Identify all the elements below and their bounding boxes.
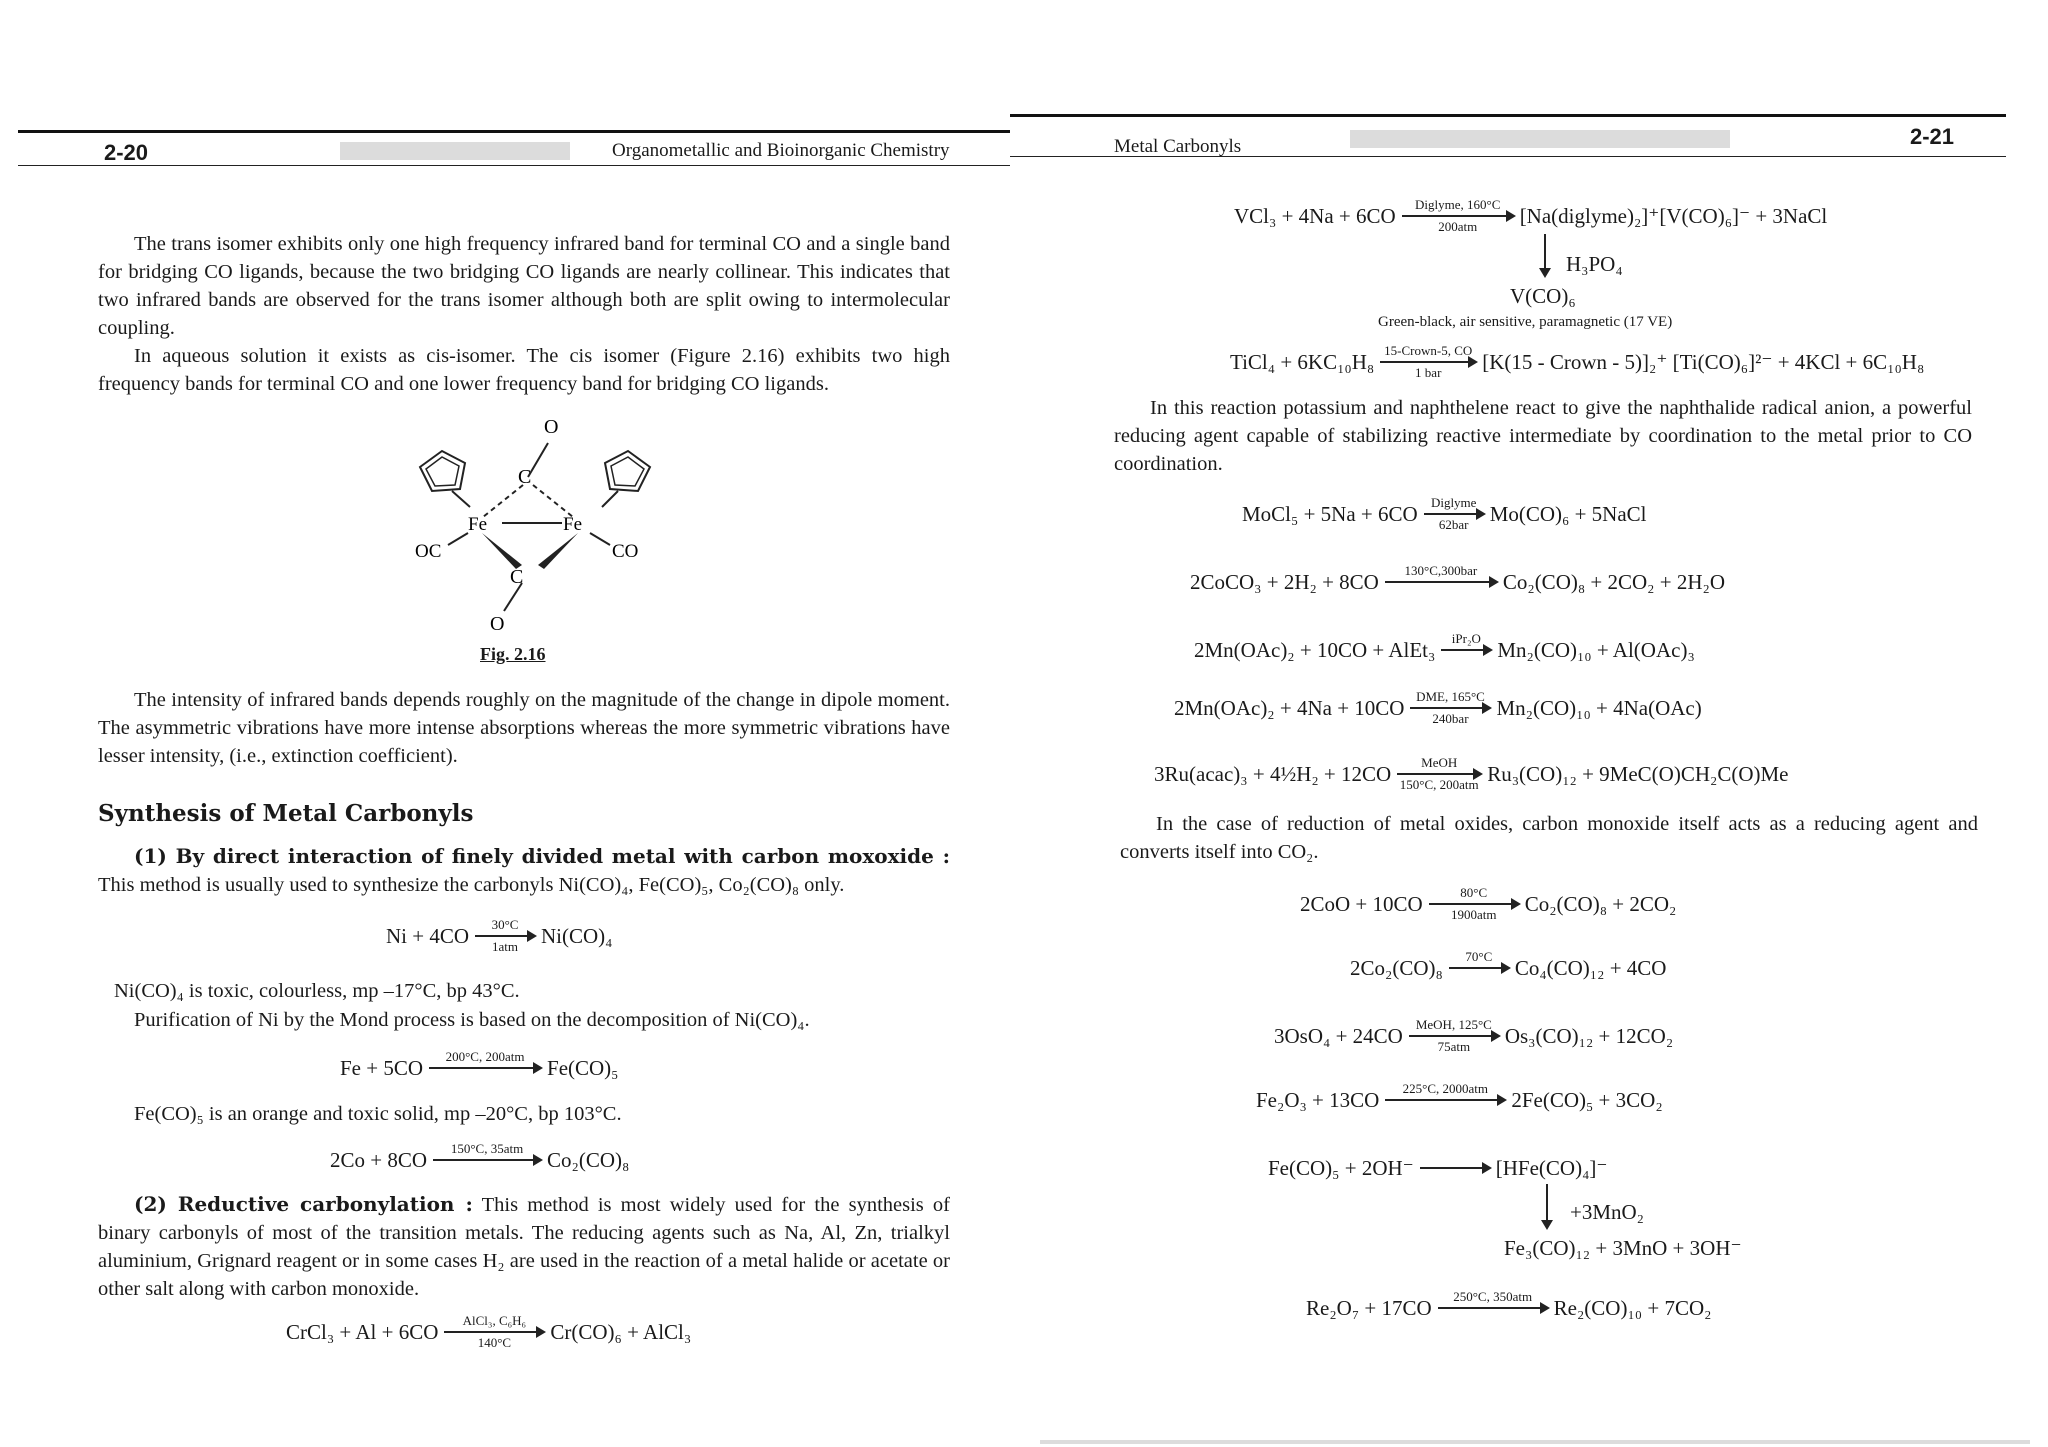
- eq-rhs: [HFe(CO)₄]⁻: [1495, 1155, 1608, 1180]
- bond-cp-fe-left: [452, 491, 470, 507]
- atom-label: CO: [612, 541, 639, 562]
- eq-lhs: 2CoO + 10CO: [1300, 891, 1423, 916]
- eq-lhs: VCl₃ + 4Na + 6CO: [1234, 203, 1396, 228]
- arrow-condition-top: MeOH, 125°C: [1415, 1017, 1492, 1032]
- bond-c-fe-top-left: [483, 485, 523, 517]
- reaction-arrow: [1380, 344, 1476, 380]
- method-2-title: (2) Reductive carbonylation :: [134, 1192, 473, 1216]
- paragraph-trans-isomer: [98, 230, 950, 342]
- eq-rhs: 2Fe(CO)₅ + 3CO₂: [1511, 1087, 1663, 1112]
- reaction-arrow: [1438, 1290, 1548, 1326]
- bond-c-fe-top-right: [533, 485, 573, 517]
- reaction-arrow: [1409, 1018, 1499, 1054]
- eq-lhs: Fe + 5CO: [340, 1055, 424, 1080]
- right-page: [1010, 0, 2048, 1447]
- paragraph-potassium: [1114, 394, 1972, 478]
- oh-reagent: +3MnO₂: [1570, 1200, 1645, 1224]
- eq-rhs: Mo(CO)₆ + 5NaCl: [1489, 501, 1647, 526]
- arrow-condition-top: 70°C: [1465, 949, 1493, 964]
- equation-cr: [286, 1314, 691, 1350]
- para-text: The trans isomer exhibits only one high frequency infrared band for terminal CO and a single band for bridging CO ligands, because the two bridging CO ligands are nearly collinear. This indicates that two infrared bands are observed for the trans isomer although both are split owing to intermolecular coupling.: [98, 233, 950, 339]
- running-title: Metal Carbonyls: [1114, 136, 1242, 157]
- arrow-condition-top: 130°C,300bar: [1404, 563, 1478, 578]
- reaction-arrow: [1449, 950, 1509, 986]
- eq-rhs: Mn₂(CO)₁₀ + 4Na(OAc): [1496, 695, 1702, 720]
- eq-lhs: 2Co + 8CO: [330, 1147, 428, 1172]
- arrow-shaft: [1410, 707, 1490, 709]
- arrow-shaft: [1420, 1167, 1490, 1169]
- eq-rhs: Os₃(CO)₁₂ + 12CO₂: [1504, 1023, 1674, 1048]
- v-note: Green-black, air sensitive, paramagnetic (17 VE): [1378, 314, 1673, 330]
- fig-2-16-structure: [390, 405, 700, 635]
- atom-label: Fe: [468, 514, 487, 535]
- eq-lhs: CrCl₃ + Al + 6CO: [286, 1319, 439, 1344]
- reaction-arrow: [1420, 1150, 1490, 1186]
- atom-label: O: [490, 613, 505, 635]
- header-rule-top: [1010, 114, 2006, 117]
- arrow-condition-top: 200°C, 200atm: [445, 1049, 525, 1064]
- arrow-condition-top: 30°C: [491, 917, 519, 932]
- fe-note: [134, 1100, 950, 1128]
- atom-label: OC: [415, 541, 442, 562]
- eq-lhs: Ni + 4CO: [386, 923, 470, 948]
- arrow-shaft: [1429, 903, 1519, 905]
- eq-lhs: Re₂O₇ + 17CO: [1306, 1295, 1432, 1320]
- arrow-condition-bottom: 1 bar: [1415, 365, 1442, 380]
- eq-lhs: 2CoCO₃ + 2H₂ + 8CO: [1190, 569, 1379, 594]
- header-rule-top: [18, 130, 1010, 133]
- arrow-shaft: [444, 1331, 544, 1333]
- equation-v: [1234, 198, 1827, 234]
- para-text: In aqueous solution it exists as cis-isomer. The cis isomer (Figure 2.16) exhibits two high frequency bands for terminal CO and one lower frequency band for bridging CO ligands.: [98, 345, 950, 395]
- equation-ti: [1230, 344, 1924, 380]
- arrow-shaft: [1449, 967, 1509, 969]
- arrow-condition-top: 15-Crown-5, CO: [1384, 343, 1473, 358]
- equation-hfe: [1268, 1150, 1607, 1186]
- reaction-arrow: [1385, 564, 1497, 600]
- eq-rhs: Cr(CO)₆ + AlCl₃: [550, 1319, 692, 1344]
- eq-rhs: Co₂(CO)₈ + 2CO₂: [1524, 891, 1677, 916]
- oh-product: Fe₃(CO)₁₂ + 3MnO + 3OH⁻: [1504, 1236, 1742, 1260]
- arrow-condition-top: 225°C, 2000atm: [1402, 1081, 1489, 1096]
- para-text: In this reaction potassium and naphthelene react to give the naphthalide radical anion, a powerful reducing agent capable of stabilizing reactive intermediate by coordination to the metal prior to CO coordination.: [1114, 397, 1972, 475]
- reaction-arrow: [433, 1142, 541, 1178]
- reaction-arrow: [475, 918, 535, 954]
- arrow-shaft: [1424, 513, 1484, 515]
- reaction-arrow: [1441, 632, 1491, 668]
- reaction-arrow: [1397, 756, 1481, 792]
- arrow-condition-top: 250°C, 350atm: [1453, 1289, 1533, 1304]
- arrow-shaft: [1438, 1307, 1548, 1309]
- down-arrow: [1544, 234, 1546, 270]
- equation-re: [1306, 1290, 1711, 1326]
- arrow-condition-bottom: 1atm: [492, 939, 519, 954]
- mond-note: [134, 1006, 950, 1034]
- arrow-condition-bottom: 62bar: [1438, 517, 1469, 532]
- reaction-arrow: [429, 1050, 541, 1086]
- equation-mo: [1242, 496, 1647, 532]
- arrow-shaft: [1385, 1099, 1505, 1101]
- page-number: 2-20: [104, 140, 149, 165]
- eq-rhs: Fe(CO)₅: [547, 1055, 619, 1080]
- bond-cp-fe-right: [602, 491, 618, 507]
- cp-ring-right-inner: [611, 457, 644, 486]
- reaction-arrow: [444, 1314, 544, 1350]
- eq-lhs: 2Mn(OAc)₂ + 4Na + 10CO: [1174, 695, 1405, 720]
- eq-lhs: Fe(CO)₅ + 2OH⁻: [1268, 1155, 1414, 1180]
- running-title: Organometallic and Bioinorganic Chemistry: [612, 140, 950, 161]
- arrow-shaft: [433, 1159, 541, 1161]
- eq-lhs: TiCl₄ + 6KC₁₀H₈: [1230, 349, 1375, 374]
- arrow-condition-bottom: 140°C: [477, 1335, 512, 1350]
- scan-noise: [1040, 1440, 2030, 1444]
- paragraph-method-2: [98, 1190, 950, 1303]
- arrow-condition-bottom: 240bar: [1432, 711, 1469, 726]
- equation-os: [1274, 1018, 1673, 1054]
- paragraph-metal-oxides: [1120, 810, 1978, 866]
- arrow-condition-bottom: 75atm: [1437, 1039, 1471, 1054]
- eq-lhs: 2Co₂(CO)₈: [1350, 955, 1443, 980]
- eq-lhs: Fe₂O₃ + 13CO: [1256, 1087, 1380, 1112]
- equation-co: [330, 1142, 629, 1178]
- equation-ru: [1154, 756, 1788, 792]
- note-text: Purification of Ni by the Mond process is based on the decomposition of Ni(CO)₄.: [134, 1009, 810, 1031]
- ni-note: [114, 977, 950, 1005]
- wedge-bond-right: [538, 533, 578, 569]
- note-text: Fe(CO)₅ is an orange and toxic solid, mp –20°C, bp 103°C.: [134, 1103, 622, 1125]
- atom-label: C: [518, 466, 532, 488]
- arrow-condition-bottom: 200atm: [1438, 219, 1478, 234]
- eq-rhs: Co₄(CO)₁₂ + 4CO: [1514, 955, 1667, 980]
- paragraph-method-1: [98, 842, 950, 899]
- eq-lhs: MoCl₅ + 5Na + 6CO: [1242, 501, 1418, 526]
- arrow-shaft: [1380, 361, 1476, 363]
- eq-lhs: 3OsO₄ + 24CO: [1274, 1023, 1403, 1048]
- paragraph-intensity: [98, 686, 950, 770]
- arrow-condition-top: iPr₂O: [1451, 631, 1481, 646]
- arrow-condition-top: 80°C: [1460, 885, 1488, 900]
- equation-coco3: [1190, 564, 1725, 600]
- eq-rhs: Mn₂(CO)₁₀ + Al(OAc)₃: [1497, 637, 1695, 662]
- method-1-text: This method is usually used to synthesize the carbonyls Ni(CO)₄, Fe(CO)₅, Co₂(CO)₈ only.: [98, 874, 845, 896]
- header-rule-bottom: [18, 165, 1010, 166]
- eq-lhs: 3Ru(acac)₃ + 4½H₂ + 12CO: [1154, 761, 1392, 786]
- reaction-arrow: [1402, 198, 1514, 234]
- page-number: 2-21: [1910, 124, 1955, 149]
- equation-fe2o3: [1256, 1082, 1663, 1118]
- v-reagent: H₃PO₄: [1566, 252, 1623, 276]
- atom-label: Fe: [563, 514, 582, 535]
- paragraph-cis-isomer: [98, 342, 950, 398]
- reaction-arrow: [1424, 496, 1484, 532]
- reaction-arrow: [1429, 886, 1519, 922]
- para-text: The intensity of infrared bands depends roughly on the magnitude of the change in dipole moment. The asymmetric vibrations have more intense absorptions whereas the more symmetric vibrations have lesser intensity, (i.e., extinction coefficient).: [98, 689, 950, 767]
- scan-noise: [1350, 130, 1730, 148]
- arrow-condition-bottom: 150°C, 200atm: [1399, 777, 1479, 792]
- scan-noise: [340, 142, 570, 160]
- arrow-condition-top: Diglyme: [1430, 495, 1477, 510]
- cp-ring-left-inner: [426, 457, 459, 486]
- eq-rhs: [K(15 - Crown - 5)]₂⁺ [Ti(CO)₆]²⁻ + 4KCl + 6C₁₀H₈: [1482, 349, 1925, 374]
- eq-lhs: 2Mn(OAc)₂ + 10CO + AlEt₃: [1194, 637, 1436, 662]
- arrow-condition-top: MeOH: [1421, 755, 1458, 770]
- equation-ni: [386, 918, 613, 954]
- arrow-condition-top: AlCl₃, C₆H₆: [462, 1313, 527, 1328]
- para-text: In the case of reduction of metal oxides, carbon monoxide itself acts as a reducing agent and converts itself into CO₂.: [1120, 813, 1978, 863]
- arrow-shaft: [1402, 215, 1514, 217]
- arrow-condition-bottom: 1900atm: [1450, 907, 1497, 922]
- arrow-condition-top: Diglyme, 160°C: [1415, 197, 1501, 212]
- atom-label: C: [510, 566, 524, 588]
- equation-coo: [1300, 886, 1676, 922]
- v-product: V(CO)₆: [1510, 284, 1576, 308]
- eq-rhs: [Na(diglyme)₂]⁺[V(CO)₆]⁻ + 3NaCl: [1519, 203, 1828, 228]
- bond-fe-co-right: [590, 533, 610, 545]
- arrow-shaft: [1397, 773, 1481, 775]
- left-page: [0, 0, 1010, 1447]
- equation-co4: [1350, 950, 1666, 986]
- reaction-arrow: [1410, 690, 1490, 726]
- bond-fe-co-left: [448, 533, 468, 545]
- eq-rhs: Co₂(CO)₈: [547, 1147, 630, 1172]
- arrow-shaft: [1441, 649, 1491, 651]
- method-1-title: (1) By direct interaction of finely divided metal with carbon moxoxide :: [134, 844, 950, 868]
- diiron-carbonyl-diagram: [390, 405, 700, 635]
- eq-rhs: Ni(CO)₄: [541, 923, 613, 948]
- section-heading: Synthesis of Metal Carbonyls: [98, 800, 474, 827]
- reaction-arrow: [1385, 1082, 1505, 1118]
- arrow-shaft: [475, 935, 535, 937]
- equation-mn-alet3: [1194, 632, 1695, 668]
- arrow-shaft: [429, 1067, 541, 1069]
- arrow-condition-top: DME, 165°C: [1416, 689, 1485, 704]
- eq-rhs: Ru₃(CO)₁₂ + 9MeC(O)CH₂C(O)Me: [1487, 761, 1789, 786]
- method-2-text: This method is most widely used for the synthesis of binary carbonyls of most of the transition metals. The reducing agents such as Na, Al, Zn, trialkyl aluminium, Grignard reagent or in some cases H₂ are used in the reaction of a metal halide or acetate or other salt along with carbon monoxide.: [98, 1194, 950, 1300]
- note-text: Ni(CO)₄ is toxic, colourless, mp –17°C, bp 43°C.: [114, 980, 520, 1002]
- atom-label: O: [544, 416, 559, 438]
- arrow-condition-top: 150°C, 35atm: [450, 1141, 524, 1156]
- wedge-bond-left: [482, 533, 522, 569]
- eq-rhs: Co₂(CO)₈ + 2CO₂ + 2H₂O: [1502, 569, 1725, 594]
- arrow-shaft: [1409, 1035, 1499, 1037]
- eq-rhs: Re₂(CO)₁₀ + 7CO₂: [1553, 1295, 1712, 1320]
- equation-mn-na: [1174, 690, 1702, 726]
- arrow-shaft: [1385, 581, 1497, 583]
- equation-fe: [340, 1050, 619, 1086]
- figure-caption: Fig. 2.16: [480, 644, 546, 664]
- down-arrow: [1546, 1184, 1548, 1222]
